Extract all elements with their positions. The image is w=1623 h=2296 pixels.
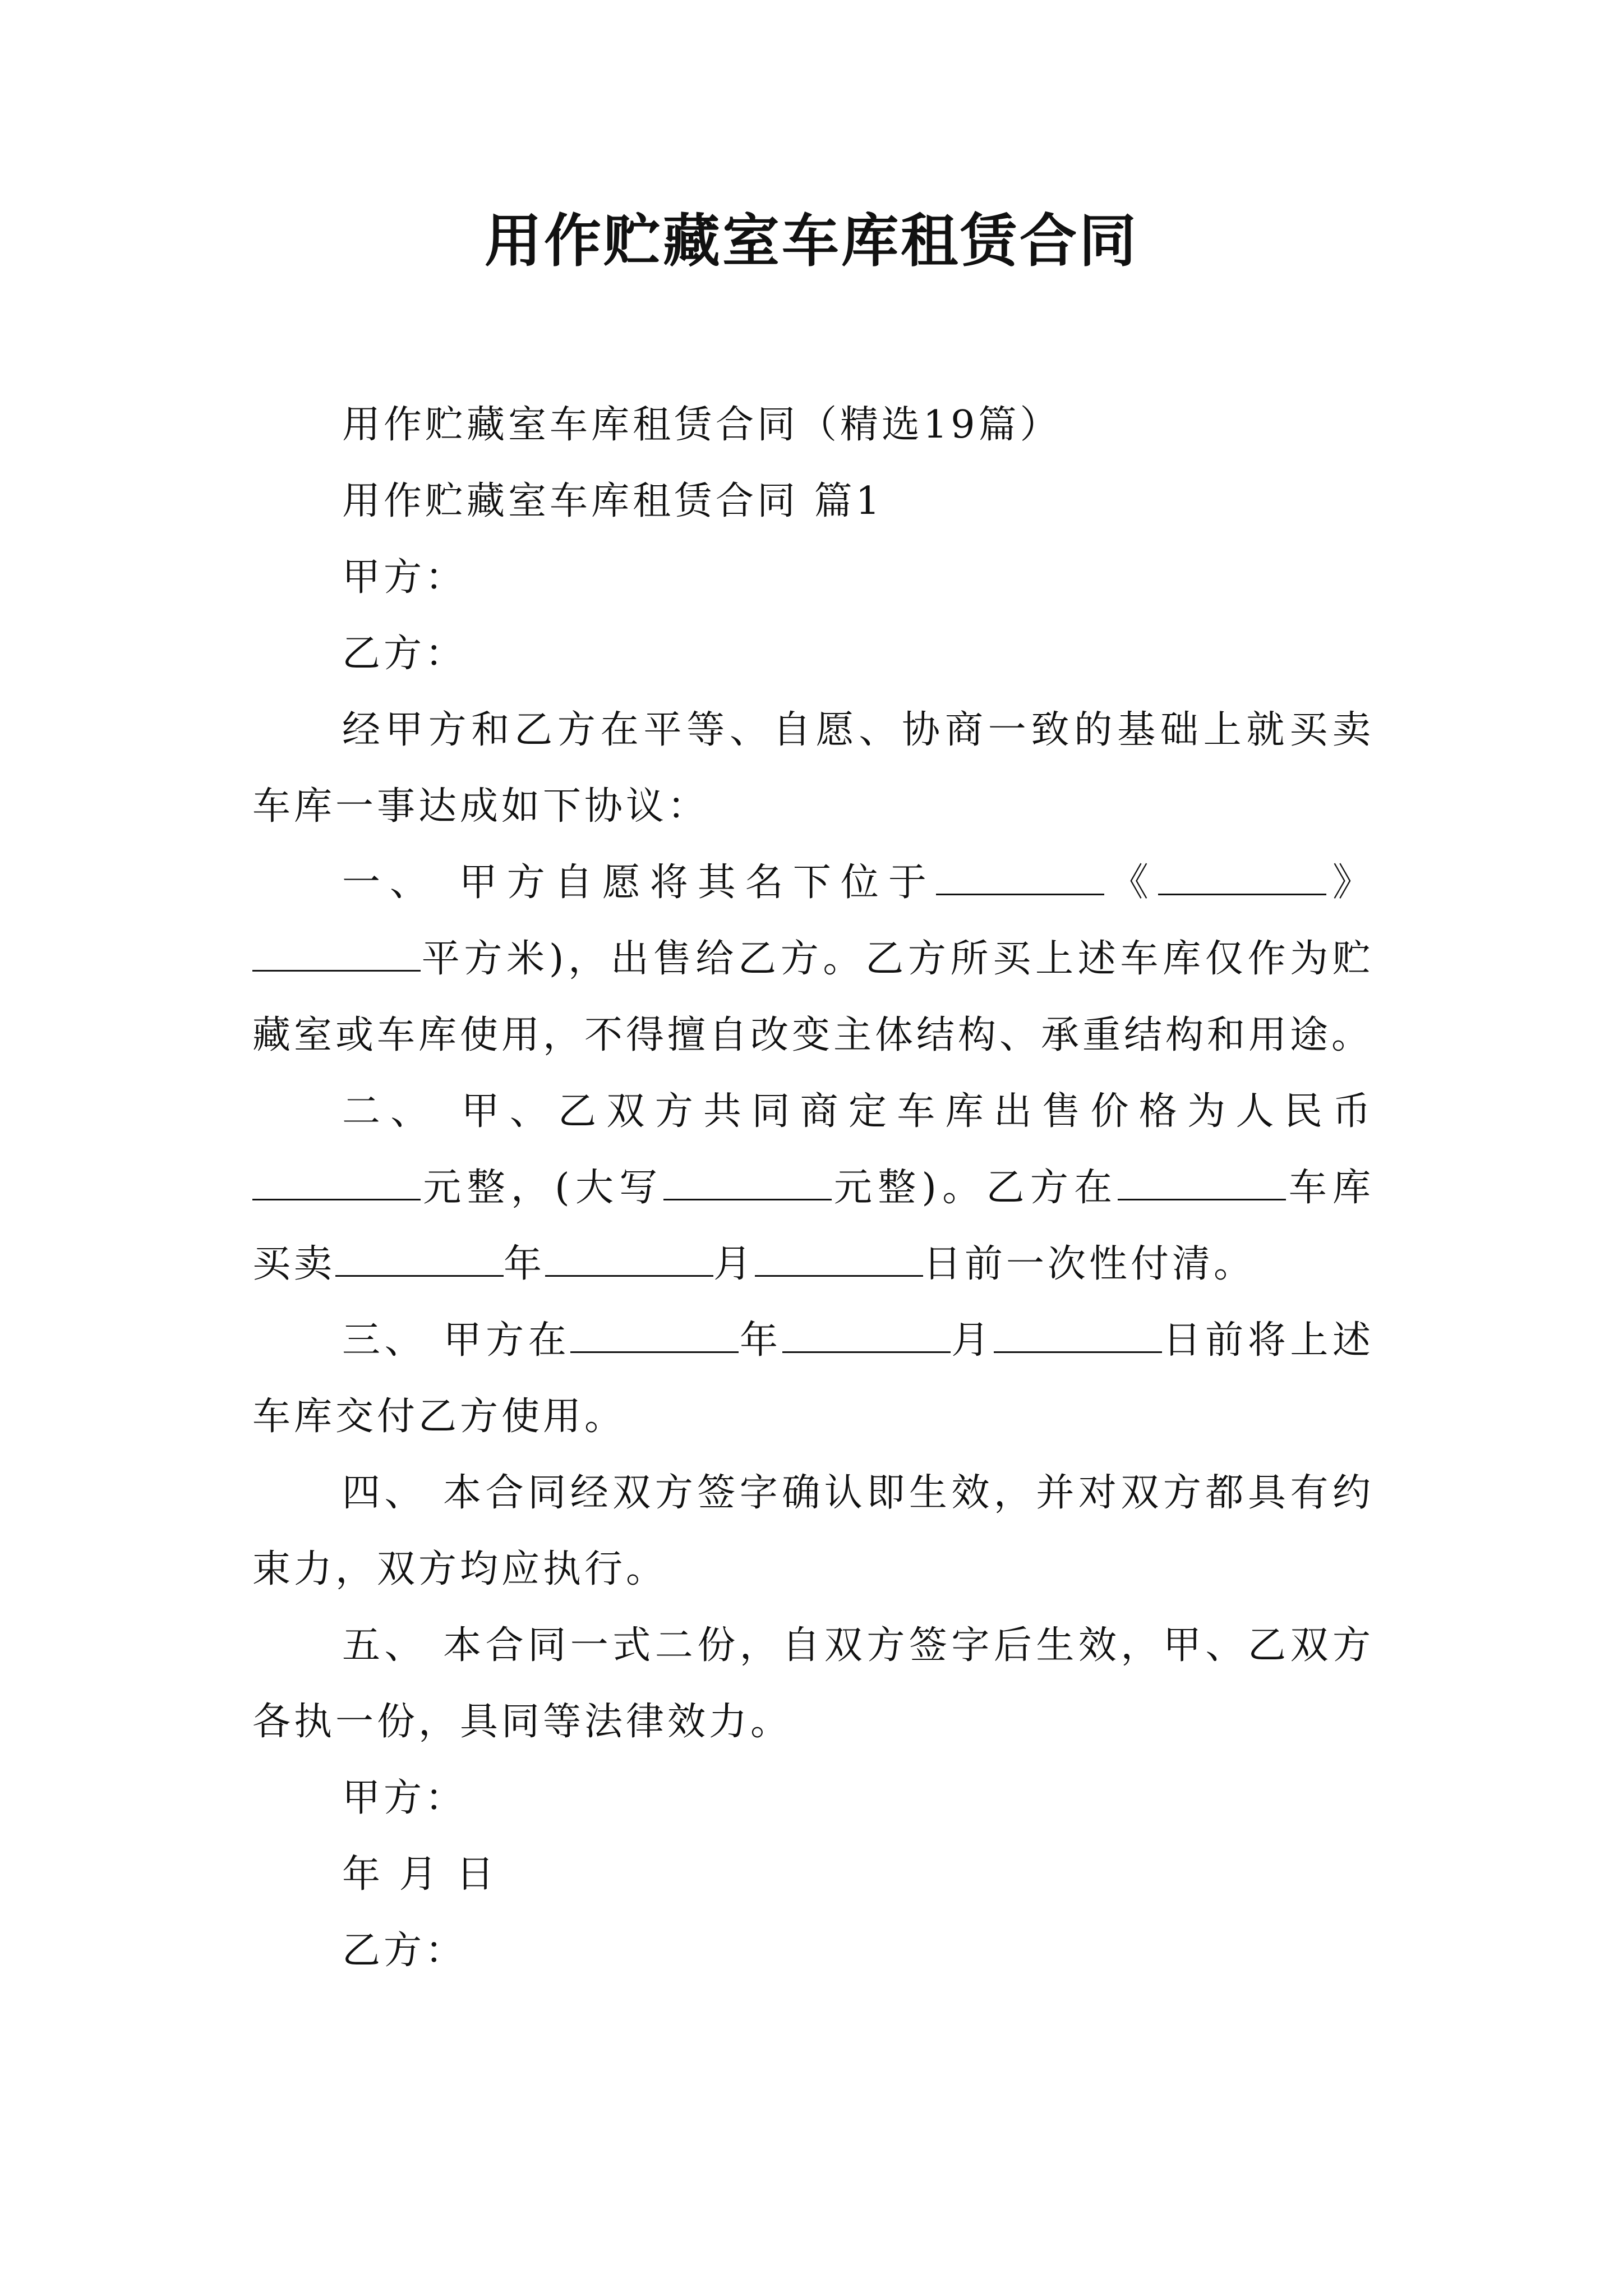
clause-3 — [252, 1303, 1374, 1455]
signature-party-a: 甲方： — [342, 1776, 467, 1820]
blank-line — [663, 1165, 832, 1200]
blank-line — [570, 1318, 739, 1353]
blank-line — [1158, 860, 1326, 895]
clause-1-text-b: 《 — [1104, 861, 1158, 905]
blank-line — [994, 1318, 1162, 1353]
document-body — [252, 387, 1374, 1989]
clause-1-text-a: 一、 甲方自愿将其名下位于 — [342, 861, 936, 905]
clause-2 — [252, 1074, 1374, 1303]
blank-line — [545, 1241, 713, 1277]
clause-2-text-e: 年 — [504, 1242, 546, 1286]
clause-2-text-f: 月 — [713, 1242, 755, 1286]
clause-5: 五、 本合同一式二份，自双方签字后生效，甲、乙双方各执一份，具同等法律效力。 — [252, 1623, 1374, 1744]
blank-line — [936, 860, 1104, 895]
blank-line — [252, 1165, 421, 1200]
clause-2-text-b: 元整，(大写 — [421, 1166, 663, 1210]
blank-line — [1118, 1165, 1286, 1200]
clause-2-text-a: 二、 甲、乙双方共同商定车库出售价格为人民币 — [342, 1089, 1374, 1134]
blank-line — [755, 1241, 923, 1277]
document-title: 用作贮藏室车库租赁合同 — [485, 208, 1138, 275]
signature-date: 年 月 日 — [342, 1852, 498, 1897]
clause-3-text-c: 月 — [950, 1318, 994, 1363]
clause-2-text-d: 车库买卖 — [252, 1166, 1375, 1286]
blank-line — [252, 936, 421, 972]
intro-paragraph: 经甲方和乙方在平等、自愿、协商一致的基础上就买卖车库一事达成如下协议： — [252, 708, 1374, 829]
clause-1-text-d: 平方米)，出售给乙方。乙方所买上述车库仅作为贮藏室或车库使用，不得擅自改变主体结构、承重结构和用途。 — [252, 937, 1374, 1057]
clause-3-text-a: 三、 甲方在 — [342, 1318, 571, 1363]
clause-1-text-c: 》 — [1326, 861, 1374, 905]
blank-line — [335, 1241, 504, 1277]
signature-party-b: 乙方： — [342, 1929, 467, 1973]
party-a-label: 甲方： — [342, 555, 467, 600]
subtitle: 用作贮藏室车库租赁合同（精选19篇） — [342, 403, 1062, 447]
section-heading: 用作贮藏室车库租赁合同 篇1 — [342, 479, 883, 523]
clause-1 — [252, 845, 1374, 1074]
blank-line — [782, 1318, 951, 1353]
clause-4: 四、 本合同经双方签字确认即生效，并对双方都具有约束力，双方均应执行。 — [252, 1471, 1374, 1591]
clause-3-text-b: 年 — [739, 1318, 782, 1363]
party-b-label: 乙方： — [342, 632, 467, 676]
clause-2-text-c: 元整)。乙方在 — [831, 1166, 1118, 1210]
clause-3-text-d: 日前将上述车库交付乙方使用。 — [252, 1318, 1374, 1439]
clause-2-text-g: 日前一次性付清。 — [923, 1242, 1256, 1286]
